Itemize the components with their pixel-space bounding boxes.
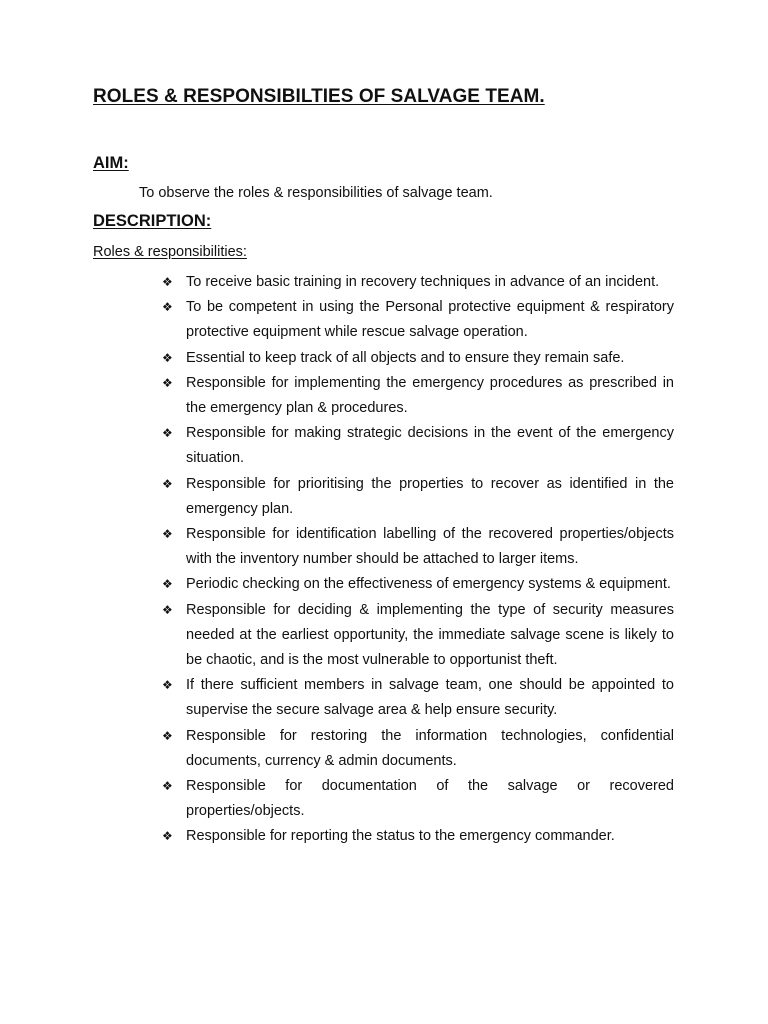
list-item — [162, 371, 674, 421]
description-heading: DESCRIPTION: — [93, 212, 212, 230]
list-item — [162, 724, 674, 774]
diamond-bullet-icon: ❖ — [162, 829, 173, 844]
list-item-text: To be competent in using the Personal protective equipment & respiratory protective equipment while rescue salvage operation. — [186, 299, 674, 341]
list-item — [162, 346, 674, 371]
list-item-text: Responsible for deciding & implementing the type of security measures needed at the earliest opportunity, the immediate salvage scene is likely to be chaotic, and is the most vulnerable to opportunist theft. — [186, 601, 674, 669]
document-title: ROLES & RESPONSIBILTIES OF SALVAGE TEAM. — [93, 86, 545, 107]
diamond-bullet-icon: ❖ — [162, 350, 173, 365]
list-item — [162, 598, 674, 674]
list-item-text: Essential to keep track of all objects and to ensure they remain safe. — [186, 349, 625, 366]
list-item-text: Responsible for implementing the emergency procedures as prescribed in the emergency plan & procedures. — [186, 374, 674, 417]
aim-heading: AIM: — [93, 154, 129, 172]
list-item-text: Responsible for reporting the status to the emergency commander. — [186, 828, 615, 845]
list-item — [162, 673, 674, 723]
diamond-bullet-icon: ❖ — [162, 375, 173, 390]
diamond-bullet-icon: ❖ — [162, 577, 173, 592]
diamond-bullet-icon: ❖ — [162, 779, 173, 794]
list-item — [162, 421, 674, 471]
list-item-text: To receive basic training in recovery techniques in advance of an incident. — [186, 274, 660, 290]
diamond-bullet-icon: ❖ — [162, 476, 173, 491]
roles-subheading: Roles & responsibilities: — [93, 244, 247, 260]
list-item-text: Responsible for making strategic decisions in the event of the emergency situation. — [186, 425, 674, 467]
diamond-bullet-icon: ❖ — [162, 678, 173, 693]
list-item-text: Responsible for restoring the information technologies, confidential documents, currency & admin documents. — [186, 727, 674, 769]
diamond-bullet-icon: ❖ — [162, 728, 173, 743]
list-item — [162, 295, 674, 345]
list-item-text: If there sufficient members in salvage team, one should be appointed to supervise the secure salvage area & help ensure security. — [186, 677, 674, 719]
aim-text: To observe the roles & responsibilities of salvage team. — [139, 185, 493, 201]
list-item-text: Responsible for identification labelling of the recovered properties/objects with the inventory number should be attached to larger items. — [186, 526, 674, 568]
diamond-bullet-icon: ❖ — [162, 300, 173, 315]
list-item — [162, 472, 674, 522]
list-item-text: Responsible for prioritising the properties to recover as identified in the emergency plan. — [186, 475, 674, 517]
responsibilities-list — [162, 270, 674, 850]
list-item — [162, 572, 674, 597]
diamond-bullet-icon: ❖ — [162, 602, 173, 617]
list-item-text: Periodic checking on the effectiveness of emergency systems & equipment. — [186, 576, 671, 593]
list-item — [162, 522, 674, 572]
list-item-text: Responsible for documentation of the salvage or recovered properties/objects. — [186, 778, 674, 820]
diamond-bullet-icon: ❖ — [162, 275, 173, 289]
list-item — [162, 774, 674, 824]
diamond-bullet-icon: ❖ — [162, 426, 173, 441]
list-item — [162, 824, 674, 849]
list-item — [162, 270, 674, 295]
diamond-bullet-icon: ❖ — [162, 527, 173, 542]
